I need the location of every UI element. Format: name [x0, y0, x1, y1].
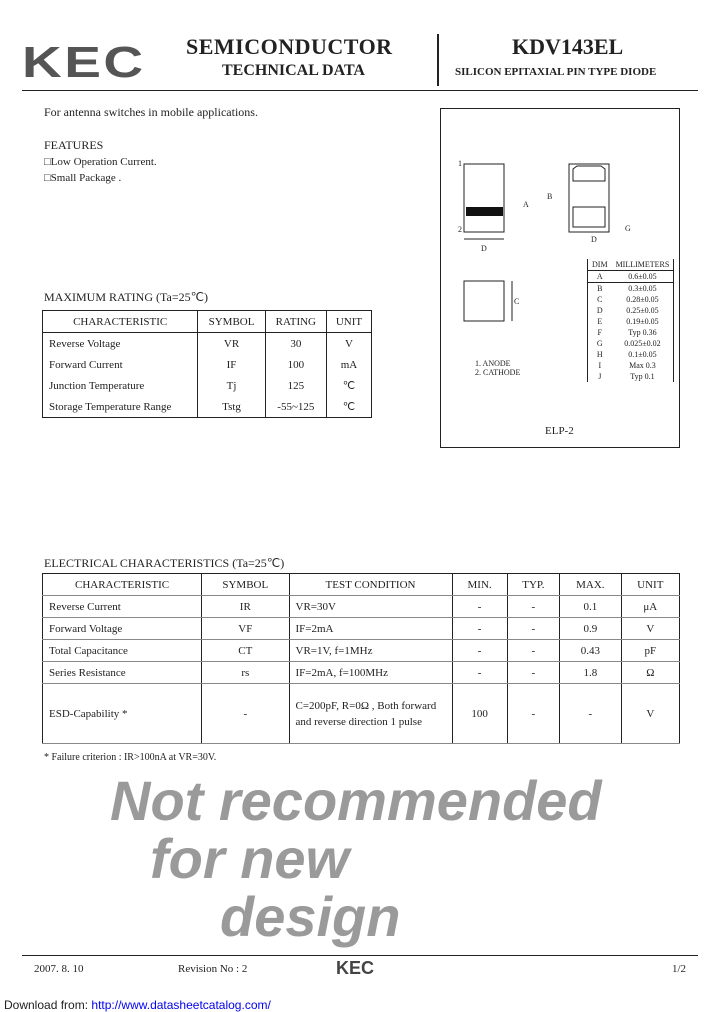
cell: -	[507, 596, 559, 618]
cell: F	[597, 328, 602, 337]
cell: -	[507, 618, 559, 640]
source-label: Download from:	[4, 998, 89, 1012]
footer-rule	[22, 955, 698, 956]
col-header: UNIT	[326, 311, 371, 333]
watermark-line: Not recommended	[110, 769, 602, 832]
cell: Junction Temperature	[43, 375, 198, 396]
cell: ℃	[326, 396, 371, 418]
table-row	[43, 684, 680, 744]
dim-row	[588, 294, 674, 305]
cell: -	[452, 596, 507, 618]
cell: C	[597, 295, 603, 304]
cell: -	[202, 684, 289, 744]
cell: 100	[265, 354, 326, 375]
cell: Tj	[198, 375, 265, 396]
cell: B	[597, 284, 603, 293]
col-header: UNIT	[621, 574, 679, 596]
table-row	[43, 596, 680, 618]
cell: mA	[326, 354, 371, 375]
dim-row	[588, 283, 674, 295]
cell: 100	[452, 684, 507, 744]
table-row	[43, 640, 680, 662]
cell: 1.8	[560, 662, 622, 684]
cell: G	[596, 339, 603, 348]
cell: V	[326, 333, 371, 355]
source-line	[4, 998, 271, 1012]
cell: VR=1V, f=1MHz	[289, 640, 452, 662]
cell: 0.43	[560, 640, 622, 662]
cell: 30	[265, 333, 326, 355]
cell: 0.1	[560, 596, 622, 618]
svg-text:2: 2	[458, 225, 462, 234]
cell: -55~125	[265, 396, 326, 418]
cell: 0.3±0.05	[628, 284, 657, 293]
table-row	[43, 375, 372, 396]
cell: -	[507, 640, 559, 662]
col-header: SYMBOL	[198, 311, 265, 333]
pin-label: 2. CATHODE	[475, 368, 521, 377]
cell: VR	[198, 333, 265, 355]
watermark-line: for new	[150, 827, 350, 890]
footer-revision: Revision No : 2	[178, 963, 248, 975]
cell: IF=2mA	[289, 618, 452, 640]
cell: Typ 0.1	[630, 372, 655, 381]
source-link[interactable]: http://www.datasheetcatalog.com/	[91, 998, 271, 1012]
watermark-line: design	[220, 885, 401, 948]
features-list	[44, 156, 157, 184]
cell: 0.25±0.05	[626, 306, 659, 315]
cell: ℃	[326, 375, 371, 396]
svg-text:C: C	[514, 297, 520, 306]
cell: Forward Current	[43, 354, 198, 375]
cell: 0.025±0.02	[624, 339, 661, 348]
col-header: CHARACTERISTIC	[43, 311, 198, 333]
cell: VF	[202, 618, 289, 640]
footer-date: 2007. 8. 10	[34, 963, 84, 975]
header-title: SEMICONDUCTOR	[186, 34, 393, 59]
package-name: ELP-2	[545, 425, 574, 437]
dim-row	[588, 371, 674, 382]
header-rule	[22, 90, 698, 91]
dim-row	[588, 271, 674, 283]
max-rating-table	[42, 310, 372, 418]
cell: IF=2mA, f=100MHz	[289, 662, 452, 684]
dimension-table	[587, 259, 674, 382]
kec-logo: KEC	[22, 38, 146, 87]
cell: 0.1±0.05	[628, 350, 657, 359]
cell: IR	[202, 596, 289, 618]
svg-text:A: A	[523, 200, 529, 209]
dim-row	[588, 338, 674, 349]
dim-row	[588, 349, 674, 360]
intro-text: For antenna switches in mobile applications.	[44, 105, 258, 119]
dim-row	[588, 305, 674, 316]
svg-text:D: D	[591, 235, 597, 244]
cell: 0.19±0.05	[626, 317, 659, 326]
electrical-table	[42, 573, 680, 744]
cell: J	[598, 372, 602, 381]
cell: rs	[202, 662, 289, 684]
table-row	[43, 662, 680, 684]
package-drawing	[440, 108, 680, 448]
cell: -	[560, 684, 622, 744]
cell: 0.6±0.05	[628, 272, 657, 281]
cell: 0.28±0.05	[626, 295, 659, 304]
cell: -	[452, 618, 507, 640]
dim-header: DIM	[592, 260, 608, 269]
table-row	[43, 618, 680, 640]
cell: 0.9	[560, 618, 622, 640]
cell: μA	[621, 596, 679, 618]
footer-page: 1/2	[672, 963, 687, 975]
cell: Reverse Voltage	[43, 333, 198, 355]
part-description: SILICON EPITAXIAL PIN TYPE DIODE	[455, 66, 657, 78]
cell: I	[598, 361, 602, 370]
feature-item: □Small Package .	[44, 172, 122, 184]
cell: Tstg	[198, 396, 265, 418]
pin-list	[475, 359, 520, 377]
watermark	[110, 769, 602, 948]
cell: -	[452, 640, 507, 662]
svg-text:B: B	[547, 192, 553, 201]
cell: -	[507, 684, 559, 744]
cell: V	[621, 684, 679, 744]
footer-logo: KEC	[336, 958, 375, 978]
header-divider	[437, 34, 439, 86]
cell: Ω	[621, 662, 679, 684]
cell: Storage Temperature Range	[43, 396, 198, 418]
feature-item: □Low Operation Current.	[44, 156, 157, 168]
col-header: MAX.	[560, 574, 622, 596]
cell: 125	[265, 375, 326, 396]
col-header: TEST CONDITION	[289, 574, 452, 596]
cell: IF	[198, 354, 265, 375]
cell: Series Resistance	[43, 662, 202, 684]
table-row	[43, 354, 372, 375]
cell: Forward Voltage	[43, 618, 202, 640]
max-rating-title: MAXIMUM RATING (Ta=25℃)	[44, 290, 209, 304]
cell: VR=30V	[289, 596, 452, 618]
table-row	[43, 333, 372, 355]
cell: C=200pF, R=0Ω , Both forward and reverse direction 1 pulse	[289, 684, 452, 744]
col-header: MIN.	[452, 574, 507, 596]
dim-row	[588, 360, 674, 371]
pin-label: 1. ANODE	[475, 359, 511, 368]
cell: H	[596, 350, 603, 359]
cell: E	[597, 317, 603, 326]
col-header: CHARACTERISTIC	[43, 574, 202, 596]
cell: V	[621, 618, 679, 640]
table-row	[43, 396, 372, 418]
cell: -	[507, 662, 559, 684]
cell: A	[596, 272, 603, 281]
cell: D	[596, 306, 603, 315]
cell: Total Capacitance	[43, 640, 202, 662]
footnote: * Failure criterion : IR>100nA at VR=30V.	[44, 752, 217, 763]
part-number: KDV143EL	[512, 34, 624, 59]
col-header: RATING	[265, 311, 326, 333]
svg-text:1: 1	[458, 159, 462, 168]
cell: -	[452, 662, 507, 684]
svg-text:D: D	[481, 244, 487, 253]
electrical-title: ELECTRICAL CHARACTERISTICS (Ta=25℃)	[44, 556, 285, 570]
cell: Reverse Current	[43, 596, 202, 618]
cell: Typ 0.36	[628, 328, 657, 337]
col-header: TYP.	[507, 574, 559, 596]
features-title: FEATURES	[44, 138, 104, 152]
col-header: SYMBOL	[202, 574, 289, 596]
cell: Max 0.3	[629, 361, 656, 370]
svg-text:G: G	[625, 224, 631, 233]
dim-row	[588, 327, 674, 338]
dim-row	[588, 316, 674, 327]
cell: CT	[202, 640, 289, 662]
header-subtitle: TECHNICAL DATA	[222, 62, 365, 79]
dim-header: MILLIMETERS	[615, 260, 670, 269]
cell: ESD-Capability *	[43, 684, 202, 744]
cell: pF	[621, 640, 679, 662]
